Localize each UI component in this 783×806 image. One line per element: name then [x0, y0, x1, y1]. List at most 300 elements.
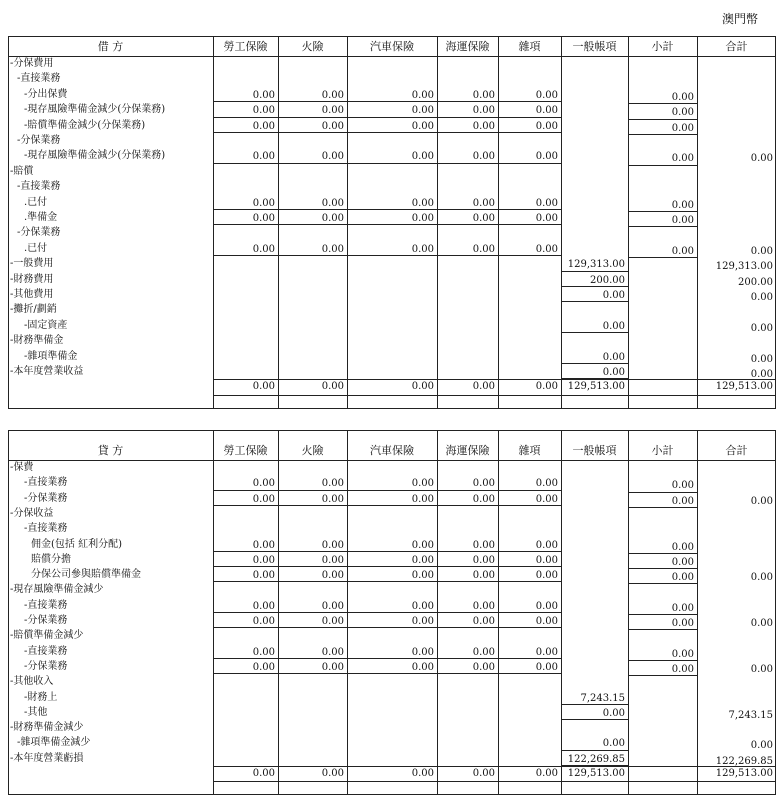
cell-value: 0.00 — [411, 661, 434, 673]
general-account-value: 7,243.15 — [580, 692, 625, 704]
cell-underline — [213, 224, 278, 225]
grand-total-cell: 0.00 — [411, 381, 434, 393]
cell-value: 0.00 — [321, 646, 344, 658]
cell-underline — [437, 673, 498, 674]
cell-value: 0.00 — [535, 554, 558, 566]
row-label: -雜項準備金 — [24, 350, 78, 362]
cell-underline — [213, 163, 278, 164]
cell-value: 0.00 — [472, 151, 495, 163]
cell-underline — [213, 581, 278, 582]
row-label: -其他 — [24, 706, 48, 718]
cell-underline — [347, 612, 437, 613]
cell-value: 0.00 — [252, 539, 275, 551]
cell-value: 0.00 — [321, 661, 344, 673]
row-label: -一般費用 — [10, 258, 54, 270]
cell-underline — [278, 132, 347, 133]
cell-value: 0.00 — [252, 120, 275, 132]
subtotal-underline — [628, 675, 697, 676]
total-value: 0.00 — [750, 292, 773, 303]
cell-underline — [213, 117, 278, 118]
total-value: 0.00 — [750, 663, 773, 675]
row-label: -分保業務 — [24, 615, 68, 626]
total-value: 0.00 — [750, 245, 773, 257]
cell-value: 0.00 — [535, 197, 558, 209]
row-label: -固定資產 — [24, 319, 68, 331]
cell-underline — [213, 673, 278, 674]
row-label: -現存風險準備金減少(分保業務) — [24, 104, 166, 116]
totals-bottom-rule — [213, 781, 776, 782]
column-header: 小計 — [651, 444, 674, 457]
cell-underline — [278, 490, 347, 491]
cell-value: 0.00 — [321, 105, 344, 117]
subtotal-underline — [628, 614, 697, 615]
row-label: -直接業務 — [17, 181, 61, 193]
cell-underline — [498, 505, 561, 506]
cell-underline — [437, 209, 498, 210]
grand-total-cell: 0.00 — [411, 768, 434, 779]
cell-underline — [437, 101, 498, 102]
cell-value: 0.00 — [411, 213, 434, 224]
cell-value: 0.00 — [535, 493, 558, 505]
cell-underline — [498, 132, 561, 133]
cell-underline — [498, 255, 561, 256]
cell-value: 0.00 — [252, 661, 275, 673]
total-value: 0.00 — [750, 495, 773, 507]
cell-underline — [437, 490, 498, 491]
cell-value: 0.00 — [411, 616, 434, 627]
cell-underline — [498, 566, 561, 567]
cell-underline — [278, 658, 347, 659]
cell-value: 0.00 — [472, 554, 495, 566]
cell-underline — [213, 209, 278, 210]
column-header: 火險 — [301, 444, 324, 457]
total-value: 0.00 — [750, 322, 773, 334]
cell-underline — [498, 627, 561, 628]
row-label: -其他收入 — [10, 676, 54, 688]
row-label: -直接業務 — [24, 477, 68, 489]
cell-value: 0.00 — [411, 600, 434, 612]
cell-underline — [437, 117, 498, 118]
cell-value: 0.00 — [321, 493, 344, 505]
cell-value: 0.00 — [411, 105, 434, 117]
cell-underline — [437, 566, 498, 567]
cell-underline — [437, 505, 498, 506]
cell-underline — [347, 658, 437, 659]
cell-value: 0.00 — [411, 243, 434, 255]
cell-underline — [278, 627, 347, 628]
cell-underline — [437, 132, 498, 133]
column-header: 合計 — [725, 40, 748, 53]
cell-underline — [347, 209, 437, 210]
cell-value: 0.00 — [411, 197, 434, 209]
row-label: .已付 — [24, 242, 48, 254]
subtotal-value: 0.00 — [671, 153, 694, 165]
subtotal-underline — [628, 103, 697, 104]
row-label: 佣金(包括 紅利分配) — [31, 538, 122, 550]
cell-underline — [437, 581, 498, 582]
column-header: 合計 — [725, 444, 748, 457]
cell-value: 0.00 — [535, 478, 558, 490]
general-underline — [561, 301, 628, 302]
cell-value: 0.00 — [472, 539, 495, 551]
cell-underline — [498, 101, 561, 102]
cell-value: 0.00 — [411, 570, 434, 582]
row-label: -財務準備金 — [10, 335, 64, 347]
cell-underline — [347, 566, 437, 567]
row-label: -分保業務 — [17, 227, 61, 239]
row-label: -直接業務 — [24, 645, 68, 657]
row-label: -財務準備金減少 — [10, 722, 84, 734]
subtotal-underline — [628, 568, 697, 569]
row-label: -分保業務 — [24, 660, 68, 672]
subtotal-value: 0.00 — [671, 495, 694, 507]
cell-value: 0.00 — [252, 213, 275, 224]
column-header: 小計 — [651, 40, 674, 53]
row-label: -現存風險準備金減少 — [10, 584, 104, 596]
grand-total-cell: 0.00 — [472, 768, 495, 779]
cell-underline — [498, 117, 561, 118]
general-underline — [561, 750, 628, 751]
cell-underline — [278, 163, 347, 164]
cell-value: 0.00 — [411, 539, 434, 551]
cell-underline — [213, 658, 278, 659]
row-label: -賠償準備金減少(分保業務) — [24, 119, 146, 131]
cell-underline — [278, 581, 347, 582]
cell-value: 0.00 — [252, 554, 275, 566]
cell-value: 0.00 — [535, 646, 558, 658]
cell-value: 0.00 — [252, 600, 275, 612]
cell-value: 0.00 — [252, 151, 275, 163]
cell-value: 0.00 — [472, 661, 495, 673]
column-header: 一般帳項 — [572, 444, 617, 457]
row-label: -分保業務 — [24, 492, 68, 504]
grand-total: 129,513.00 — [715, 768, 773, 779]
cell-value: 0.00 — [321, 89, 344, 101]
subtotal-value: 0.00 — [671, 91, 694, 103]
grand-total-cell: 0.00 — [252, 381, 275, 393]
cell-value: 0.00 — [321, 554, 344, 566]
subtotal-underline — [628, 119, 697, 120]
subtotal-value: 0.00 — [671, 480, 694, 492]
total-value: 7,243.15 — [728, 709, 773, 721]
general-account-value: 0.00 — [602, 351, 625, 363]
cell-underline — [213, 551, 278, 552]
cell-underline — [498, 673, 561, 674]
row-label: -賠償 — [10, 165, 34, 177]
general-account-value: 122,269.85 — [567, 753, 625, 765]
general-account-value: 200.00 — [590, 274, 625, 286]
cell-value: 0.00 — [472, 120, 495, 132]
subtotal-underline — [628, 583, 697, 584]
cell-value: 0.00 — [252, 105, 275, 117]
grand-total-cell: 0.00 — [472, 381, 495, 393]
total-value: 0.00 — [750, 572, 773, 584]
cell-value: 0.00 — [252, 570, 275, 582]
row-label: 賠償分擔 — [31, 553, 71, 565]
column-header: 一般帳項 — [572, 40, 617, 53]
cell-underline — [437, 627, 498, 628]
cell-underline — [347, 101, 437, 102]
subtotal-value: 0.00 — [671, 107, 694, 119]
subtotal-value: 0.00 — [671, 199, 694, 211]
row-label: -本年度營業虧損 — [10, 752, 84, 764]
general-underline — [561, 332, 628, 333]
grand-total-general: 129,513.00 — [567, 381, 625, 393]
debit-header-rule — [8, 56, 776, 57]
cell-value: 0.00 — [321, 243, 344, 255]
cell-underline — [213, 612, 278, 613]
subtotal-underline — [628, 226, 697, 227]
cell-value: 0.00 — [472, 213, 495, 224]
general-account-value: 0.00 — [602, 290, 625, 301]
debit-title: 借 方 — [97, 40, 124, 53]
cell-value: 0.00 — [472, 89, 495, 101]
row-label: -分出保費 — [24, 88, 68, 100]
subtotal-underline — [628, 211, 697, 212]
cell-value: 0.00 — [535, 661, 558, 673]
row-label: -賠償準備金減少 — [10, 630, 84, 642]
row-label: -分保收益 — [10, 507, 54, 519]
general-account-value: 0.00 — [602, 367, 625, 378]
cell-value: 0.00 — [411, 120, 434, 132]
general-underline — [561, 363, 628, 364]
cell-underline — [213, 255, 278, 256]
grand-total-general: 129,513.00 — [567, 768, 625, 779]
column-header: 海運保險 — [445, 444, 490, 457]
row-label: -保費 — [10, 462, 34, 473]
total-value: 0.00 — [750, 353, 773, 365]
cell-value: 0.00 — [321, 616, 344, 627]
cell-value: 0.00 — [321, 120, 344, 132]
cell-underline — [498, 551, 561, 552]
totals-bottom-rule — [213, 395, 776, 396]
cell-value: 0.00 — [252, 243, 275, 255]
cell-underline — [278, 255, 347, 256]
cell-underline — [347, 117, 437, 118]
cell-underline — [498, 658, 561, 659]
cell-value: 0.00 — [535, 539, 558, 551]
total-value: 200.00 — [738, 276, 773, 288]
cell-value: 0.00 — [321, 151, 344, 163]
subtotal-value: 0.00 — [671, 215, 694, 226]
subtotal-value: 0.00 — [671, 618, 694, 629]
cell-underline — [278, 117, 347, 118]
cell-underline — [347, 673, 437, 674]
cell-underline — [347, 163, 437, 164]
cell-underline — [278, 209, 347, 210]
cell-underline — [498, 224, 561, 225]
total-value: 122,269.85 — [715, 755, 773, 767]
credit-header-rule — [8, 460, 776, 461]
currency-label: 澳門幣 — [722, 12, 759, 26]
total-value: 129,313.00 — [715, 261, 773, 273]
row-label: -現存風險準備金減少(分保業務) — [24, 150, 166, 162]
general-underline — [561, 286, 628, 287]
column-header: 勞工保險 — [223, 40, 268, 53]
cell-value: 0.00 — [535, 213, 558, 224]
subtotal-value: 0.00 — [671, 122, 694, 134]
cell-value: 0.00 — [252, 89, 275, 101]
cell-value: 0.00 — [535, 570, 558, 582]
cell-value: 0.00 — [321, 478, 344, 490]
cell-underline — [498, 581, 561, 582]
grand-total-cell: 0.00 — [321, 381, 344, 393]
row-label: -直接業務 — [24, 523, 68, 535]
subtotal-value: 0.00 — [671, 556, 694, 568]
cell-underline — [278, 673, 347, 674]
subtotal-value: 0.00 — [671, 648, 694, 660]
general-underline — [561, 704, 628, 705]
cell-value: 0.00 — [252, 646, 275, 658]
general-underline — [561, 719, 628, 720]
cell-value: 0.00 — [252, 616, 275, 627]
cell-underline — [498, 209, 561, 210]
subtotal-value: 0.00 — [671, 541, 694, 553]
cell-value: 0.00 — [535, 89, 558, 101]
cell-underline — [498, 490, 561, 491]
column-header: 海運保險 — [445, 40, 490, 53]
cell-value: 0.00 — [411, 478, 434, 490]
general-account-value: 0.00 — [602, 707, 625, 719]
row-label: -攤折/劃銷 — [10, 304, 57, 316]
row-label: -分保業務 — [17, 135, 61, 146]
general-account-value: 129,313.00 — [567, 259, 625, 271]
subtotal-underline — [628, 660, 697, 661]
total-value: 0.00 — [750, 369, 773, 380]
cell-underline — [437, 224, 498, 225]
row-label: -直接業務 — [24, 599, 68, 611]
cell-value: 0.00 — [535, 120, 558, 132]
grand-total-cell: 0.00 — [535, 381, 558, 393]
cell-value: 0.00 — [535, 151, 558, 163]
cell-underline — [278, 224, 347, 225]
column-header: 雜項 — [518, 40, 541, 53]
cell-underline — [437, 255, 498, 256]
grand-total-cell: 0.00 — [321, 768, 344, 779]
cell-underline — [437, 163, 498, 164]
subtotal-underline — [628, 553, 697, 554]
column-header: 汽車保險 — [370, 444, 414, 457]
general-account-value: 0.00 — [602, 738, 625, 750]
row-label: -財務上 — [24, 691, 58, 703]
column-header: 雜項 — [518, 444, 541, 457]
cell-value: 0.00 — [472, 646, 495, 658]
cell-underline — [278, 612, 347, 613]
row-label: -直接業務 — [17, 73, 61, 85]
cell-value: 0.00 — [472, 570, 495, 582]
grand-total: 129,513.00 — [715, 381, 773, 393]
cell-underline — [498, 612, 561, 613]
subtotal-underline — [628, 257, 697, 258]
cell-value: 0.00 — [472, 493, 495, 505]
cell-value: 0.00 — [321, 197, 344, 209]
subtotal-value: 0.00 — [671, 245, 694, 257]
cell-underline — [347, 627, 437, 628]
credit-title: 貸 方 — [97, 444, 124, 457]
cell-underline — [213, 566, 278, 567]
cell-underline — [278, 566, 347, 567]
cell-underline — [213, 490, 278, 491]
cell-underline — [278, 101, 347, 102]
subtotal-value: 0.00 — [671, 572, 694, 584]
cell-value: 0.00 — [535, 600, 558, 612]
cell-underline — [213, 132, 278, 133]
cell-value: 0.00 — [472, 105, 495, 117]
cell-value: 0.00 — [411, 554, 434, 566]
subtotal-underline — [628, 165, 697, 166]
subtotal-underline — [628, 507, 697, 508]
general-account-value: 0.00 — [602, 320, 625, 332]
cell-value: 0.00 — [321, 570, 344, 582]
row-label: .準備金 — [24, 212, 58, 223]
general-underline — [561, 271, 628, 272]
row-label: -分保費用 — [10, 58, 54, 69]
cell-value: 0.00 — [411, 646, 434, 658]
cell-value: 0.00 — [535, 243, 558, 255]
cell-underline — [347, 255, 437, 256]
column-header: 勞工保險 — [223, 444, 268, 457]
cell-underline — [347, 581, 437, 582]
cell-underline — [347, 551, 437, 552]
cell-underline — [213, 505, 278, 506]
cell-value: 0.00 — [411, 151, 434, 163]
cell-underline — [437, 551, 498, 552]
cell-underline — [213, 101, 278, 102]
cell-value: 0.00 — [252, 478, 275, 490]
subtotal-underline — [628, 492, 697, 493]
grand-total-cell: 0.00 — [252, 768, 275, 779]
cell-underline — [498, 163, 561, 164]
row-label: -財務費用 — [10, 273, 54, 285]
cell-value: 0.00 — [472, 600, 495, 612]
cell-value: 0.00 — [321, 213, 344, 224]
row-label: -其他費用 — [10, 289, 54, 300]
total-value: 0.00 — [750, 740, 773, 752]
cell-value: 0.00 — [472, 243, 495, 255]
column-header: 火險 — [301, 40, 324, 53]
cell-value: 0.00 — [411, 89, 434, 101]
cell-value: 0.00 — [472, 478, 495, 490]
total-value: 0.00 — [750, 618, 773, 629]
subtotal-underline — [628, 629, 697, 630]
cell-underline — [347, 490, 437, 491]
cell-underline — [347, 224, 437, 225]
subtotal-value: 0.00 — [671, 663, 694, 675]
cell-value: 0.00 — [535, 105, 558, 117]
cell-underline — [213, 627, 278, 628]
cell-value: 0.00 — [321, 600, 344, 612]
cell-underline — [437, 658, 498, 659]
cell-value: 0.00 — [252, 197, 275, 209]
cell-value: 0.00 — [252, 493, 275, 505]
grand-total-cell: 0.00 — [535, 768, 558, 779]
cell-value: 0.00 — [411, 493, 434, 505]
subtotal-value: 0.00 — [671, 602, 694, 614]
cell-underline — [347, 505, 437, 506]
row-label: -本年度營業收益 — [10, 366, 84, 377]
cell-underline — [347, 132, 437, 133]
row-label: -雜項準備金減少 — [17, 737, 91, 749]
row-label: 分保公司參與賠償準備金 — [31, 569, 141, 581]
cell-value: 0.00 — [321, 539, 344, 551]
row-label: .已付 — [24, 196, 48, 208]
subtotal-underline — [628, 134, 697, 135]
cell-value: 0.00 — [472, 197, 495, 209]
cell-underline — [437, 612, 498, 613]
column-header: 汽車保險 — [370, 40, 414, 53]
cell-value: 0.00 — [535, 616, 558, 627]
total-value: 0.00 — [750, 153, 773, 165]
